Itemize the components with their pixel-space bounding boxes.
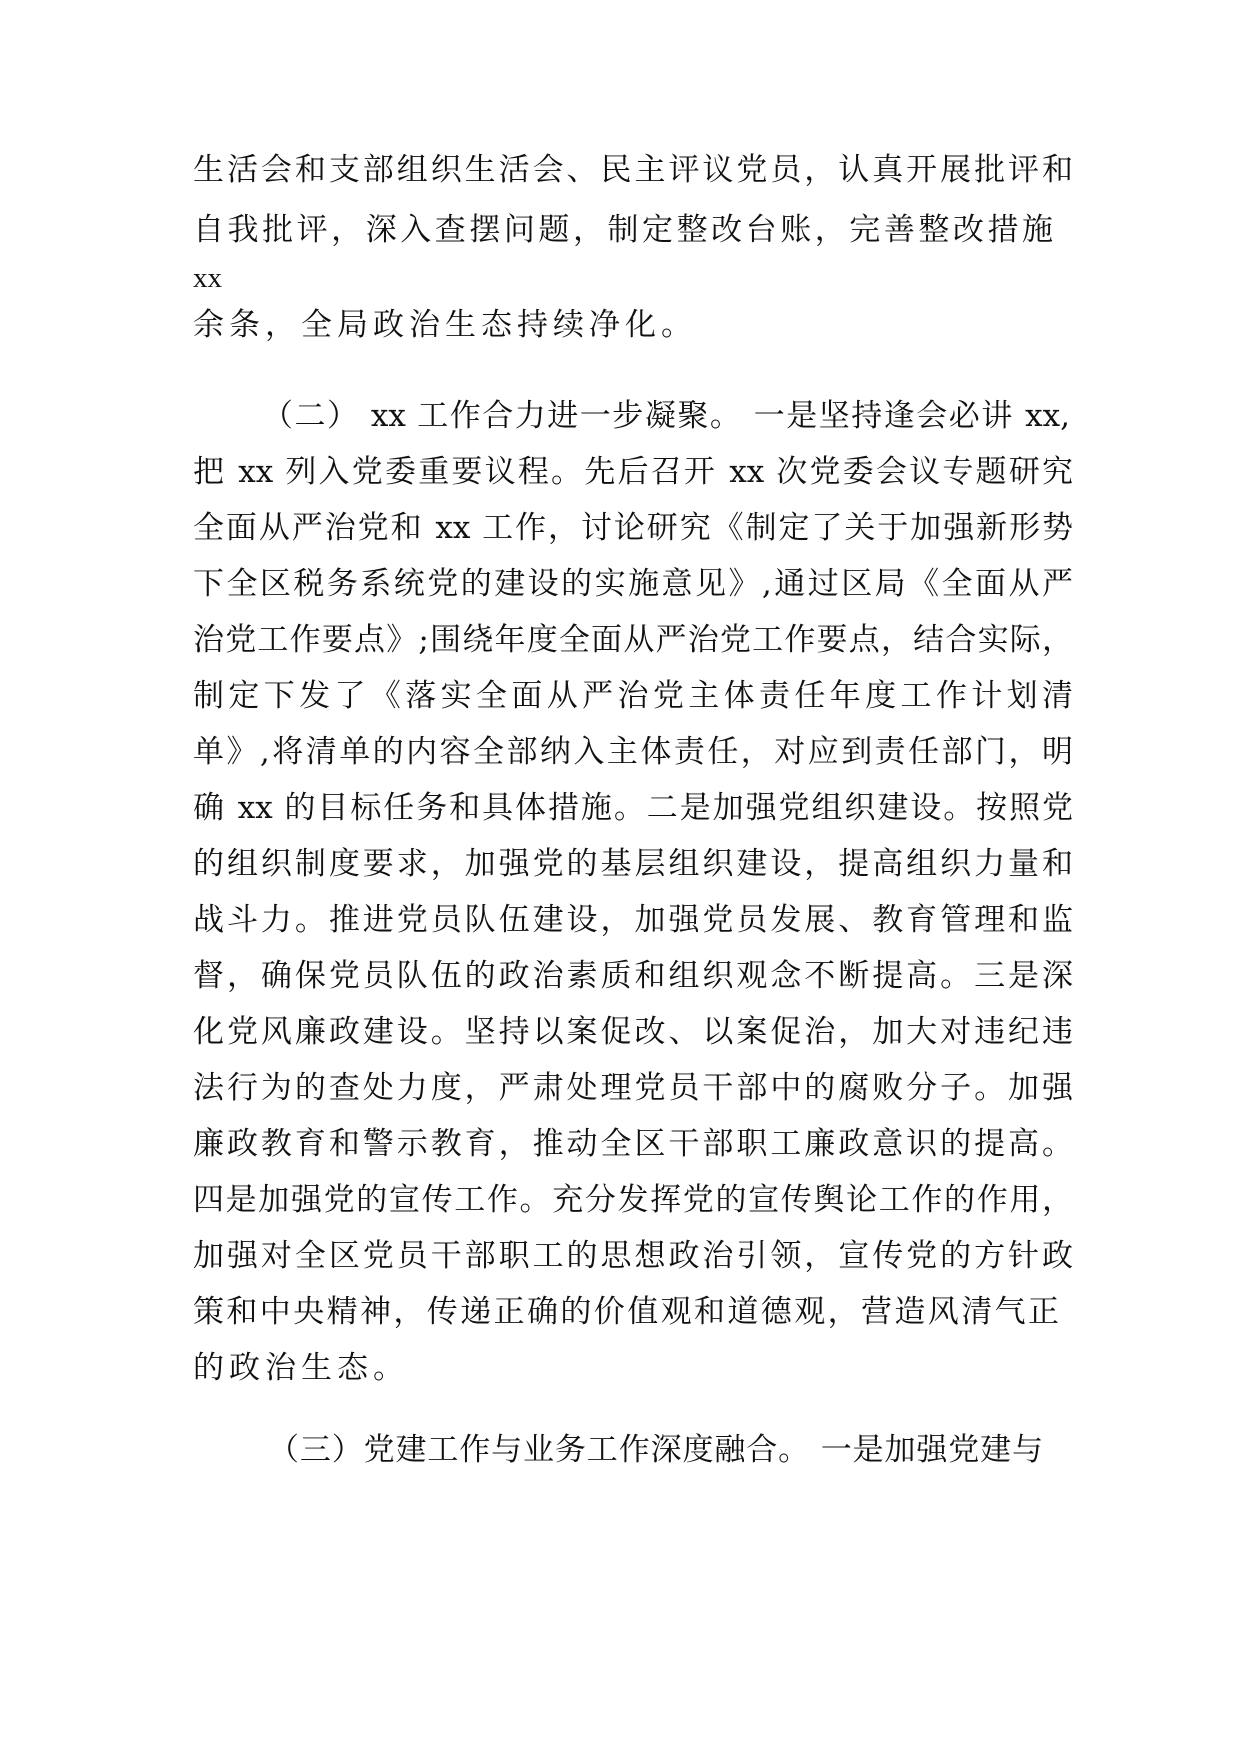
text-line: 化党风廉政建设。坚持以案促改、以案促治，加大对违纪违 bbox=[193, 1014, 1073, 1050]
text-line: 生活会和支部组织生活会、民主评议党员，认真开展批评和 bbox=[193, 152, 1073, 188]
text-line: 制定下发了《落实全面从严治党主体责任年度工作计划清 bbox=[193, 678, 1073, 714]
text-line: 的政治生态。 bbox=[193, 1350, 409, 1386]
text-line: 把 xx 列入党委重要议程。先后召开 xx 次党委会议专题研究 bbox=[193, 454, 1073, 490]
text-line: 全面从严治党和 xx 工作，讨论研究《制定了关于加强新形势 bbox=[193, 510, 1073, 546]
text-line: 的组织制度要求，加强党的基层组织建设，提高组织力量和 bbox=[193, 846, 1073, 882]
text-line: 余条，全局政治生态持续净化。 bbox=[193, 307, 697, 343]
text-line: 治党工作要点》;围绕年度全面从严治党工作要点，结合实际， bbox=[193, 622, 1073, 658]
text-line: 自我批评，深入查摆问题，制定整改台账，完善整改措施 bbox=[193, 212, 1053, 248]
text-line: 督，确保党员队伍的政治素质和组织观念不断提高。三是深 bbox=[193, 958, 1073, 994]
text-line: 单》,将清单的内容全部纳入主体责任，对应到责任部门，明 bbox=[193, 734, 1073, 770]
text-line: 战斗力。推进党员队伍建设，加强党员发展、教育管理和监 bbox=[193, 902, 1073, 938]
text-line: 加强对全区党员干部职工的思想政治引领，宣传党的方针政 bbox=[193, 1238, 1073, 1274]
text-line: 策和中央精神，传递正确的价值观和道德观，营造风清气正 bbox=[193, 1294, 1059, 1330]
text-line: 下全区税务系统党的建设的实施意见》,通过区局《全面从严 bbox=[193, 566, 1073, 602]
section-heading-3: （三）党建工作与业务工作深度融合。 一是加强党建与 bbox=[268, 1432, 1043, 1468]
text-line: 法行为的查处力度，严肃处理党员干部中的腐败分子。加强 bbox=[193, 1070, 1073, 1106]
section-heading-2: （二） xx 工作合力进一步凝聚。 一是坚持逢会必讲 xx, bbox=[262, 398, 1070, 434]
text-line: xx bbox=[193, 262, 222, 294]
text-line: 确 xx 的目标任务和具体措施。二是加强党组织建设。按照党 bbox=[193, 790, 1073, 826]
text-line: 廉政教育和警示教育，推动全区干部职工廉政意识的提高。 bbox=[193, 1126, 1073, 1162]
text-line: 四是加强党的宣传工作。充分发挥党的宣传舆论工作的作用， bbox=[193, 1182, 1073, 1218]
